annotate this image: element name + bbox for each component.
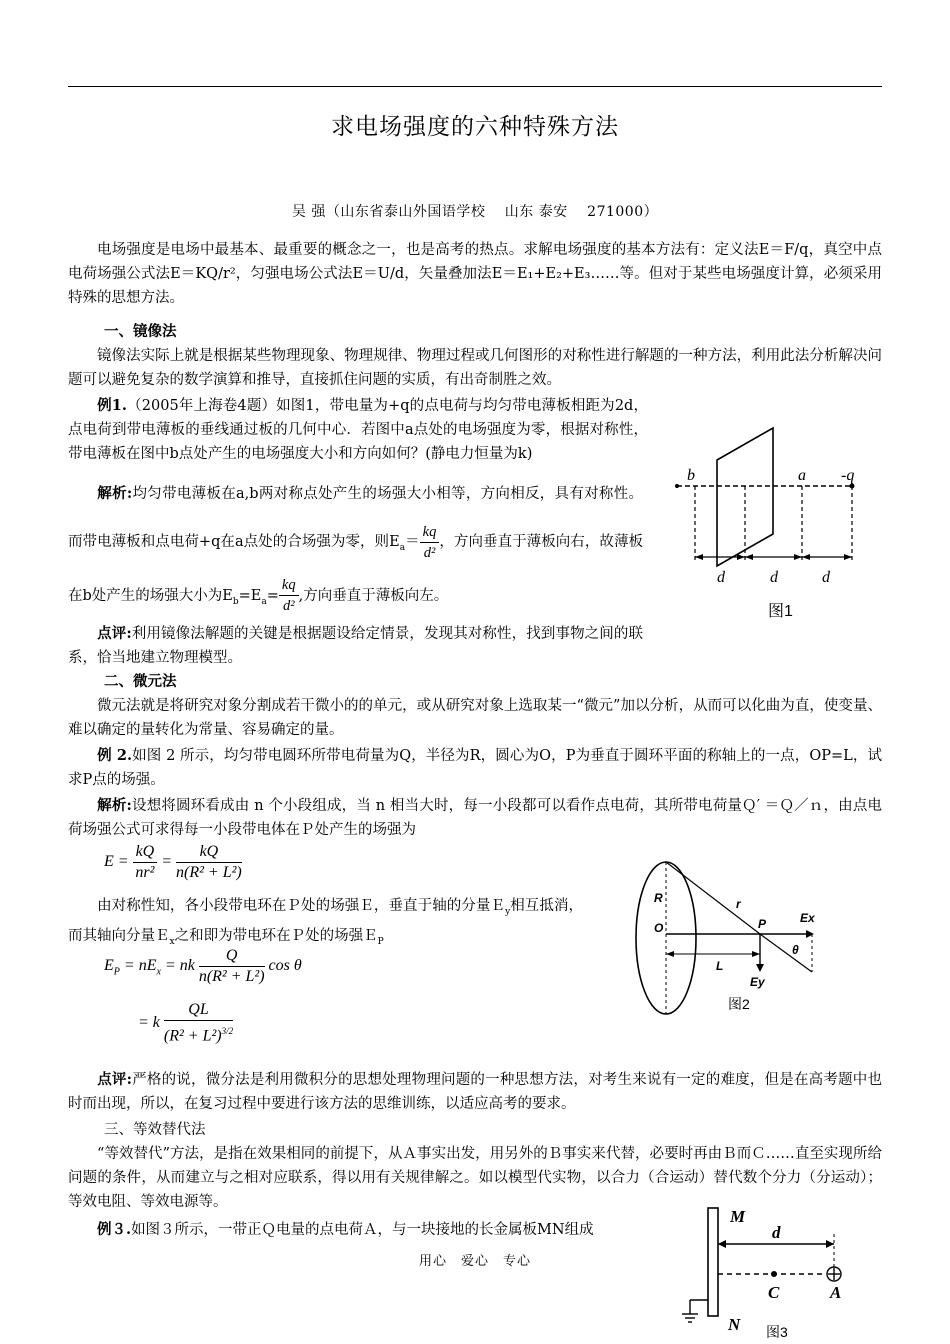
analysis1-text2: ，方向垂直于薄板向右，故薄板在b处产生的场强大小为E	[68, 534, 643, 604]
analysis1-label: 解析:	[97, 485, 133, 502]
label-L: L	[716, 959, 724, 973]
label-Ey: Ey	[750, 975, 765, 989]
section3-paragraph: “等效替代”方法，是指在效果相同的前提下，从Ａ事实出发，用另外的Ｂ事实来代替，必要时再由Ｂ而Ｃ……直至实现所给问题的条件，从而建立与之相对应联系，得以用有关规律解之。如以模型代实物，以合力（合运动）替代数个分力（分运动）；等效电阻、等效电源等。	[68, 1146, 882, 1210]
page-title: 求电场强度的六种特殊方法	[331, 114, 619, 140]
label-P: P	[758, 917, 767, 931]
comment1	[68, 622, 643, 670]
equation2: $E_P = nE_x$ = nk $\frac{Q}{\text{n(R² + L²)}}$ cos θ	[104, 947, 302, 985]
analysis2-text: 设想将圆环看成由 n 个小段组成，当 n 相当大时，每一小段都可以看作点电荷，其所带电荷量Ｑ′ ＝Ｑ／ｎ，由点电荷场强公式可求得每一小段带电体在Ｐ处产生的场强为	[68, 798, 882, 838]
label-d: d	[772, 1223, 781, 1242]
analysis2	[68, 794, 882, 842]
point-C	[771, 1271, 777, 1277]
charged-ring	[636, 862, 696, 1014]
analysis2-label: 解析:	[97, 797, 132, 814]
section1-heading: 一、镜像法	[104, 323, 177, 340]
analysis1-fraction2: $\frac{kq}{\text{d²}}$	[279, 575, 299, 616]
example3	[68, 1218, 668, 1242]
point-b	[675, 484, 679, 488]
analysis1-text1: 均匀带电薄板在a,b两对称点处产生的场强大小相等，方向相反，具有对称性。而带电薄板和点电荷+q在a点处的合场强为零，则E	[68, 486, 643, 550]
label-d1: d	[717, 569, 725, 586]
comment2-text: 严格的说，微分法是利用微积分的思想处理物理问题的一种思想方法，对考生来说有一定的难度，但是在高考题中也时而出现，所以，在复习过程中要进行该方法的思维训练，以适应高考的要求。	[68, 1072, 883, 1112]
label-q: -q	[841, 467, 855, 484]
header-rule	[68, 86, 882, 87]
page-footer: 用心 爱心 专心	[418, 1254, 531, 1269]
label-theta: θ	[792, 943, 799, 957]
author-line: 吴 强（山东省泰山外国语学校 山东 泰安 271000）	[291, 204, 659, 220]
analysis1-text3: ,方向垂直于薄板向左。	[298, 587, 449, 604]
figure3-caption: 图3	[766, 1324, 788, 1340]
analysis1: 解析:均匀带电薄板在a,b两对称点处产生的场强大小相等，方向相反，具有对称性。而带电薄板和点电荷+q在a点处的合场强为零，则$E_a=$ $\frac{kq}{\text{d²}}$ ，方向垂直于薄板向右，故薄板在b处产生的场强大小为$E_b=E_a=$ $\frac{kq}{\text{d²}}$ ,方向垂直于薄板向左。	[68, 485, 643, 615]
equation3: = k $\frac{QL}{(R^2 + L^2)^{3/2}}$	[138, 1001, 234, 1045]
analysis1-eq-mid: =E	[238, 587, 262, 604]
comment2	[68, 1068, 882, 1116]
symmetry-text: 由对称性知，各小段带电环在Ｐ处的场强Ｅ，垂直于轴的分量Ｅ$_y$相互抵消，而其轴向分量Ｅ$_x$之和即为带电环在Ｐ处的场强Ｅ$_P$	[68, 898, 584, 947]
label-M: M	[730, 1207, 746, 1226]
example2	[68, 744, 882, 792]
label-d3: d	[822, 569, 830, 586]
example1-body: （2005年上海卷4题）如图1，带电量为+q的点电荷与均匀带电薄板相距为2d，点电荷到带电薄板的垂线通过板的几何中心．若图中a点处的电场强度为零，根据对称性，带电薄板在图中b点处产生的电场强度大小和方向如何？(静电力恒量为k)	[68, 398, 648, 462]
label-Ex: Ex	[800, 911, 815, 925]
label-d2: d	[770, 569, 778, 586]
section1-paragraph: 镜像法实际上就是根据某些物理现象、物理规律、物理过程或几何图形的对称性进行解题的一种方法，利用此法分析解决问题可以避免复杂的数学演算和推导，直接抓住问题的实质，有出奇制胜之效。	[68, 348, 882, 388]
equation1: E = $\frac{kQ}{\text{nr²}}$ = $\frac{kQ}{\text{n(R² + L²)}}$	[104, 843, 242, 881]
comment1-text: 利用镜像法解题的关键是根据题设给定情景，发现其对称性，找到事物之间的联系，恰当地建立物理模型。	[68, 626, 643, 666]
example2-text: 如图 2 所示，均匀带电圆环所带电荷量为Q，半径为R，圆心为O，P为垂直于圆环平面的称轴上的一点，OP=L，试求P点的场强。	[68, 748, 883, 788]
label-O: O	[654, 921, 664, 935]
label-r: r	[736, 897, 741, 911]
comment2-label: 点评:	[97, 1071, 132, 1088]
analysis1-fraction: $\frac{kq}{\text{d²}}$	[420, 522, 440, 563]
figure2-caption: 图2	[728, 996, 750, 1012]
figure1-diagram	[665, 420, 875, 620]
section2-paragraph: 微元法就是将研究对象分割成若干微小的的单元，或从研究对象上选取某一“微元”加以分析，从而可以化曲为直，使变量、难以确定的量转化为常量、容易确定的量。	[68, 698, 882, 738]
label-a: a	[798, 467, 806, 484]
intro-paragraph: 电场强度是电场中最基本、最重要的概念之一，也是高考的热点。求解电场强度的基本方法有：定义法E＝F/q，真空中点电荷场强公式法E＝KQ/r²，匀强电场公式法E＝U/d，矢量叠加法E＝E₁+E₂+E₃……等。但对于某些电场强度计算，必须采用特殊的思想方法。	[68, 242, 882, 306]
section2-heading: 二、微元法	[104, 673, 177, 690]
example3-label: 例３.	[97, 1221, 132, 1238]
label-b: b	[687, 467, 695, 484]
example2-label: 例 2.	[97, 747, 133, 764]
comment1-label: 点评:	[97, 625, 132, 642]
analysis1-sub-a2: a	[261, 596, 267, 607]
figure1-caption: 图1	[768, 603, 793, 620]
label-N: N	[728, 1315, 741, 1334]
label-C: C	[768, 1283, 780, 1302]
section3-heading: 三、等效替代法	[104, 1122, 206, 1138]
example1-text	[68, 394, 648, 466]
label-A: A	[830, 1283, 842, 1302]
example1-label: 例1.	[97, 397, 127, 414]
analysis1-sub-a: a	[399, 542, 406, 553]
label-R: R	[654, 891, 663, 905]
example3-text: 如图３所示，一带正Ｑ电量的点电荷Ａ，与一块接地的长金属板MN组成	[131, 1222, 594, 1238]
analysis1-sub-b: b	[232, 596, 239, 607]
